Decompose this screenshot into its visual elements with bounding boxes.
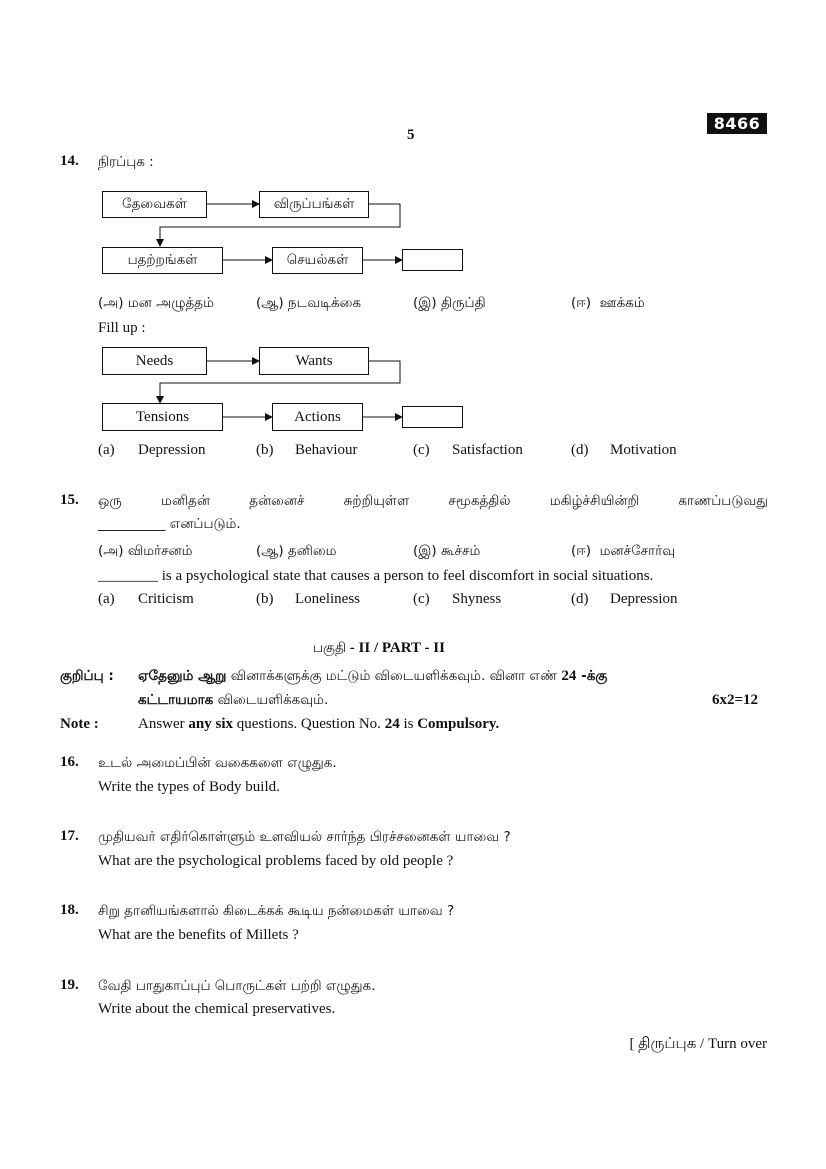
q14-option-d-text: Motivation — [610, 442, 677, 458]
q15-option-d-text: Depression — [610, 591, 678, 607]
q14-option-b-label: (b) — [256, 442, 274, 458]
q15-option-d-label: (d) — [571, 591, 589, 607]
q18-english: What are the benefits of Millets ? — [98, 927, 299, 943]
q14-tamil-instruction: நிரப்புக : — [98, 154, 154, 170]
q15-option-a-label: (a) — [98, 591, 115, 607]
q14-option-a-text: Depression — [138, 442, 206, 458]
diagram-blank-box-tamil — [402, 249, 463, 271]
q15-tamil-option-a: (அ) விமர்சனம் — [98, 543, 193, 559]
q16-english: Write the types of Body build. — [98, 779, 280, 795]
q14-option-a-label: (a) — [98, 442, 115, 458]
q14-option-c-text: Satisfaction — [452, 442, 523, 458]
q16-tamil: உடல் அமைப்பின் வகைகளை எழுதுக. — [98, 755, 337, 771]
question-number-14: 14. — [60, 153, 79, 169]
diagram-box-wants: Wants — [259, 347, 369, 375]
q19-english: Write about the chemical preservatives. — [98, 1001, 336, 1017]
q15-tamil-option-b: (ஆ) தனிமை — [256, 543, 337, 559]
q15-option-b-label: (b) — [256, 591, 274, 607]
q14-tamil-option-a: (அ) மன அழுத்தம் — [98, 295, 214, 311]
question-number-19: 19. — [60, 977, 79, 993]
diagram-box-needs-tamil: தேவைகள் — [102, 191, 207, 218]
note-tamil-line2: கட்டாயமாக விடையளிக்கவும். — [138, 692, 329, 708]
diagram-box-actions: Actions — [272, 403, 363, 431]
q15-option-c-label: (c) — [413, 591, 430, 607]
q15-option-c-text: Shyness — [452, 591, 502, 607]
part-heading: பகுதி - II / PART - II — [313, 640, 445, 656]
question-number-16: 16. — [60, 754, 79, 770]
q15-option-a-text: Criticism — [138, 591, 194, 607]
q17-english: What are the psychological problems faced by old people ? — [98, 853, 454, 869]
q14-tamil-option-c: (இ) திருப்தி — [413, 295, 486, 311]
turn-over-note: [ திருப்புக / Turn over — [629, 1036, 767, 1052]
page-number: 5 — [407, 127, 415, 143]
q18-tamil: சிறு தானியங்களால் கிடைக்கக் கூடிய நன்மைகள் யாவை ? — [98, 903, 455, 919]
q14-option-d-label: (d) — [571, 442, 589, 458]
q14-english-instruction: Fill up : — [98, 320, 146, 336]
q15-tamil-line2: __________ எனப்படும். — [98, 516, 241, 532]
note-tamil-label: குறிப்பு : — [60, 668, 114, 684]
diagram-box-wants-tamil: விருப்பங்கள் — [259, 191, 369, 218]
question-number-18: 18. — [60, 902, 79, 918]
q14-tamil-option-d: (ஈ) ஊக்கம் — [571, 295, 645, 311]
q14-tamil-option-b: (ஆ) நடவடிக்கை — [256, 295, 362, 311]
diagram-box-tensions: Tensions — [102, 403, 223, 431]
question-number-15: 15. — [60, 492, 79, 508]
q15-tamil-option-c: (இ) கூச்சம் — [413, 543, 481, 559]
note-english-label: Note : — [60, 716, 99, 732]
marks-allocation: 6x2=12 — [712, 692, 759, 708]
note-tamil-line1: ஏதேனும் ஆறு வினாக்களுக்கு மட்டும் விடையளிக்கவும். வினா எண் 24 -க்கு — [138, 668, 608, 684]
q14-option-b-text: Behaviour — [295, 442, 358, 458]
q15-english-line: ________ is a psychological state that causes a person to feel discomfort in social situations. — [98, 568, 654, 584]
q15-tamil-line1: ஒரு மனிதன் தன்னைச் சுற்றியுள்ள சமூகத்தில் மகிழ்ச்சியின்றி காணப்படுவது — [98, 493, 768, 509]
q19-tamil: வேதி பாதுகாப்புப் பொருட்கள் பற்றி எழுதுக. — [98, 978, 376, 994]
q15-tamil-option-d: (ஈ) மனச்சோர்வு — [571, 543, 676, 559]
diagram-box-actions-tamil: செயல்கள் — [272, 247, 363, 274]
diagram-blank-box — [402, 406, 463, 428]
note-english-text: Answer any six questions. Question No. 24 is Compulsory. — [138, 716, 500, 732]
question-number-17: 17. — [60, 828, 79, 844]
q17-tamil: முதியவர் எதிர்கொள்ளும் உளவியல் சார்ந்த பிரச்சனைகள் யாவை ? — [98, 829, 511, 845]
diagram-box-needs: Needs — [102, 347, 207, 375]
q15-option-b-text: Loneliness — [295, 591, 360, 607]
paper-code-badge: 8466 — [707, 113, 767, 134]
diagram-box-tensions-tamil: பதற்றங்கள் — [102, 247, 223, 274]
q14-option-c-label: (c) — [413, 442, 430, 458]
